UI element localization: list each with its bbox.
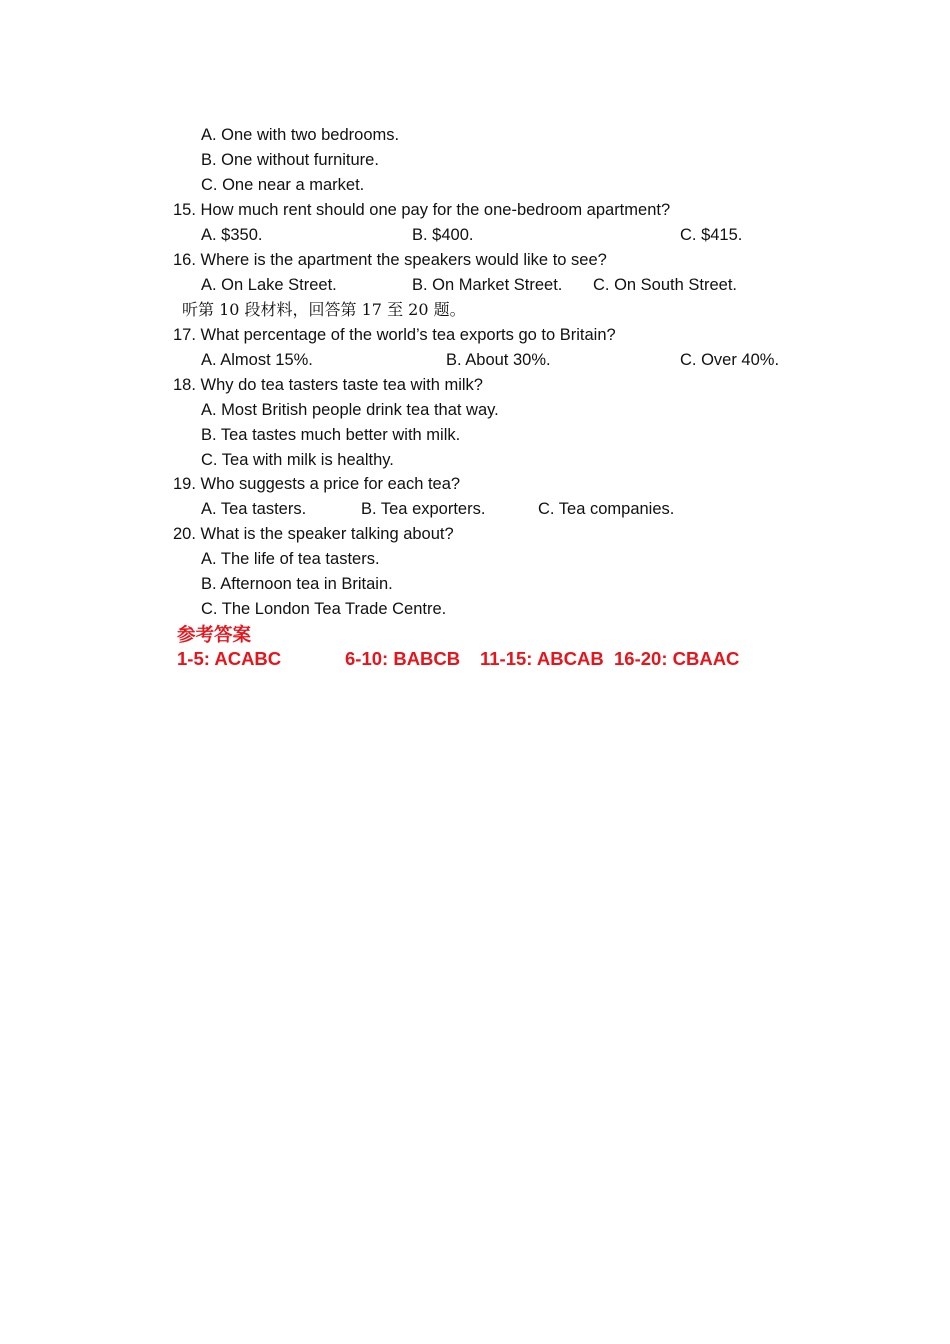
- q16-option-c: C. On South Street.: [593, 276, 737, 294]
- answer-heading: 参考答案: [177, 624, 252, 645]
- section-instruction: 听第 10 段材料，回答第 17 至 20 题。: [182, 300, 466, 319]
- q17-option-b: B. About 30%.: [446, 351, 551, 369]
- q19-option-c: C. Tea companies.: [538, 500, 675, 518]
- q18-option-a: A. Most British people drink tea that way.: [201, 401, 499, 419]
- q16-question: 16. Where is the apartment the speakers would like to see?: [173, 251, 607, 269]
- q19-option-b: B. Tea exporters.: [361, 500, 486, 518]
- q19-question: 19. Who suggests a price for each tea?: [173, 475, 461, 493]
- q18-question: 18. Why do tea tasters taste tea with milk?: [173, 376, 483, 394]
- q17-option-c: C. Over 40%.: [680, 351, 780, 369]
- q20-option-a: A. The life of tea tasters.: [201, 550, 380, 568]
- q20-option-b: B. Afternoon tea in Britain.: [201, 575, 393, 593]
- answer-group-4: 16-20: CBAAC: [614, 648, 740, 669]
- q16-option-b: B. On Market Street.: [412, 276, 563, 294]
- answer-group-2: 6-10: BABCB: [345, 648, 461, 669]
- q15-option-b: B. $400.: [412, 226, 474, 244]
- answer-group-1: 1-5: ACABC: [177, 648, 282, 669]
- q14-option-a: A. One with two bedrooms.: [201, 126, 400, 144]
- q17-question: 17. What percentage of the world’s tea exports go to Britain?: [173, 326, 616, 344]
- q16-option-a: A. On Lake Street.: [201, 276, 337, 294]
- answer-group-3: 11-15: ABCAB: [480, 648, 604, 669]
- q20-question: 20. What is the speaker talking about?: [173, 525, 454, 543]
- q15-option-c: C. $415.: [680, 226, 743, 244]
- q15-option-a: A. $350.: [201, 226, 263, 244]
- q17-option-a: A. Almost 15%.: [201, 351, 313, 369]
- q14-option-c: C. One near a market.: [201, 176, 365, 194]
- q19-option-a: A. Tea tasters.: [201, 500, 307, 518]
- q15-question: 15. How much rent should one pay for the one-bedroom apartment?: [173, 201, 671, 219]
- q14-option-b: B. One without furniture.: [201, 151, 379, 169]
- q18-option-b: B. Tea tastes much better with milk.: [201, 426, 461, 444]
- q18-option-c: C. Tea with milk is healthy.: [201, 451, 394, 469]
- q20-option-c: C. The London Tea Trade Centre.: [201, 600, 447, 618]
